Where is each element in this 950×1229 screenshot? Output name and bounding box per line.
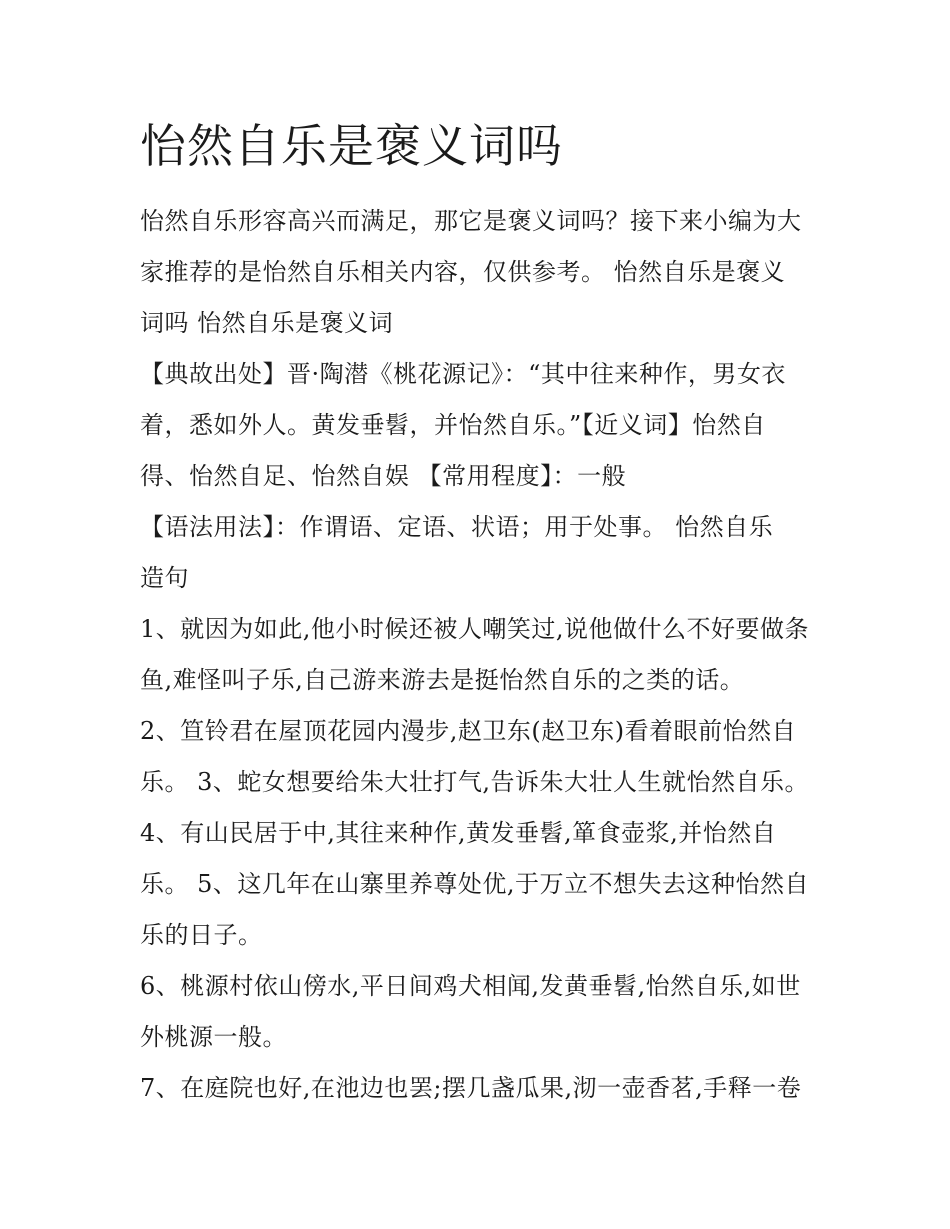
document-title: 怡然自乐是褒义词吗 [140, 119, 563, 173]
document-body [140, 196, 820, 1114]
text-line: 【语法用法】：作谓语、定语、状语；用于处事。 怡然自乐 [140, 513, 774, 541]
text-line: 1、就因为如此,他小时候还被人嘲笑过,说他做什么不好要做条 [140, 615, 810, 643]
text-line: 【典故出处】晋·陶潜《桃花源记》：“其中往来种作，男女衣 [140, 360, 786, 388]
text-line: 鱼,难怪叫子乐,自己游来游去是挺怡然自乐的之类的话。 [140, 666, 745, 694]
text-line: 乐的日子。 [140, 921, 263, 949]
text-line: 7、在庭院也好,在池边也罢;摆几盏瓜果,沏一壶香茗,手释一卷 [140, 1074, 802, 1102]
text-line: 造句 [140, 564, 189, 592]
text-line: 4、有山民居于中,其往来种作,黄发垂髫,箪食壶浆,并怡然自 [140, 819, 777, 847]
text-line: 6、桃源村依山傍水,平日间鸡犬相闻,发黄垂髫,怡然自乐,如世 [140, 972, 801, 1000]
text-line: 乐。 3、蛇女想要给朱大壮打气,告诉朱大壮人生就怡然自乐。 [140, 768, 810, 796]
text-line: 着，悉如外人。黄发垂髫，并怡然自乐。”【近义词】怡然自 [140, 411, 766, 439]
text-line: 外桃源一般。 [140, 1023, 287, 1051]
text-line: 家推荐的是怡然自乐相关内容，仅供参考。 怡然自乐是褒义 [140, 258, 786, 286]
text-line: 词吗 怡然自乐是褒义词 [140, 309, 394, 337]
text-line: 得、怡然自足、怡然自娱 【常用程度】：一般 [140, 462, 627, 490]
text-line: 乐。 5、这几年在山寨里养尊处优,于万立不想失去这种怡然自 [140, 870, 810, 898]
text-line: 2、笪铃君在屋顶花园内漫步,赵卫东(赵卫东)看着眼前怡然自 [140, 717, 797, 745]
text-line: 怡然自乐形容高兴而满足，那它是褒义词吗？接下来小编为大 [140, 207, 802, 235]
